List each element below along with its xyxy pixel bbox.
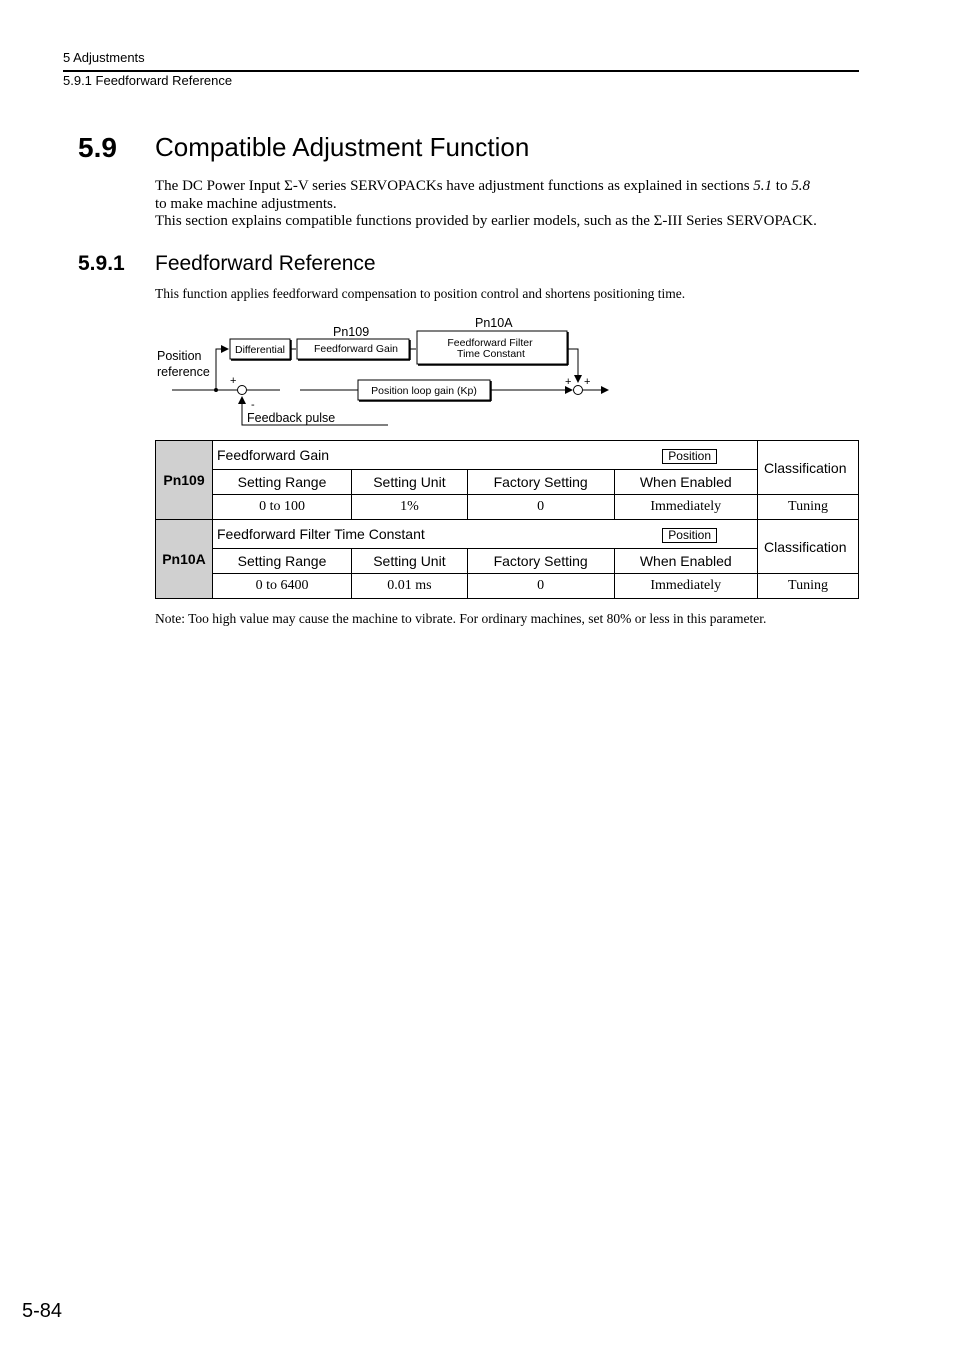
pn10a-factory: 0 xyxy=(467,574,614,599)
pn10a-enabled-header: When Enabled xyxy=(614,549,757,574)
pn10a-name: Feedforward Filter Time Constant xyxy=(213,520,615,549)
pn10a-label: Pn10A xyxy=(475,316,513,330)
feedforward-block-diagram xyxy=(150,312,620,430)
position-loop-gain-label: Position loop gain (Kp) xyxy=(371,385,477,397)
feedforward-gain-label: Feedforward Gain xyxy=(313,343,399,355)
pn109-position-badge: Position xyxy=(662,449,717,464)
sum2-plus-right: + xyxy=(584,376,591,388)
section-intro xyxy=(155,178,867,231)
pn109-name: Feedforward Gain xyxy=(213,441,615,470)
table-row xyxy=(156,495,859,520)
parameter-table xyxy=(155,440,859,599)
pn10a-unit: 0.01 ms xyxy=(352,574,468,599)
subsection-intro: This function applies feedforward compensation to position control and shortens positioning time. xyxy=(155,286,686,301)
intro-text: The DC Power Input Σ-V series SERVOPACKs have adjustment functions as explained in sections xyxy=(155,178,754,194)
pn10a-classification-header: Classification xyxy=(758,520,859,574)
section-ref-1[interactable]: 5.1 xyxy=(753,178,773,194)
pn10a-range-header: Setting Range xyxy=(213,549,352,574)
pn109-factory: 0 xyxy=(467,495,614,520)
section-ref-2[interactable]: 5.8 xyxy=(791,178,810,194)
page-number: 5-84 xyxy=(22,1300,63,1322)
pn10a-classification: Tuning xyxy=(758,574,859,599)
pn109-unit-header: Setting Unit xyxy=(352,470,468,495)
header-chapter: 5 Adjustments xyxy=(63,50,145,65)
subsection-title: Feedforward Reference xyxy=(155,252,376,275)
intro-line-2: to make machine adjustments. xyxy=(155,195,337,212)
table-row xyxy=(156,520,859,549)
pn10a-unit-header: Setting Unit xyxy=(352,549,468,574)
sum2-plus-left: + xyxy=(565,376,572,388)
pn109-label: Pn109 xyxy=(333,325,370,339)
pn10a-range: 0 to 6400 xyxy=(213,574,352,599)
pn109-cell: Pn109 xyxy=(156,441,213,520)
pn109-classification-header: Classification xyxy=(758,441,859,495)
pn109-enabled: Immediately xyxy=(614,495,757,520)
table-row xyxy=(156,574,859,599)
note: Note: Too high value may cause the machine to vibrate. For ordinary machines, set 80% or less in this parameter. xyxy=(155,611,767,626)
intro-line-1 xyxy=(155,178,867,196)
pn10a-cell: Pn10A xyxy=(156,520,213,599)
pn109-enabled-header: When Enabled xyxy=(614,470,757,495)
feedforward-filter-label-2: Time Constant xyxy=(457,348,525,360)
sum1-minus: - xyxy=(251,399,255,411)
section-number: 5.9 xyxy=(78,132,117,163)
summing-junction-1 xyxy=(238,386,247,395)
position-reference-label-2: reference xyxy=(157,365,210,379)
pn109-range-header: Setting Range xyxy=(213,470,352,495)
pn109-range: 0 to 100 xyxy=(213,495,352,520)
header-section: 5.9.1 Feedforward Reference xyxy=(63,73,233,88)
pn109-unit: 1% xyxy=(352,495,468,520)
pn109-factory-header: Factory Setting xyxy=(467,470,614,495)
intro-to: to xyxy=(772,178,792,194)
pn109-classification: Tuning xyxy=(758,495,859,520)
pn10a-badge-cell xyxy=(614,520,757,549)
differential-label: Differential xyxy=(235,344,285,356)
sum1-plus: + xyxy=(230,375,237,387)
pn10a-factory-header: Factory Setting xyxy=(467,549,614,574)
feedforward-filter-label-1: Feedforward Filter xyxy=(447,337,533,349)
pn10a-position-badge: Position xyxy=(662,528,717,543)
summing-junction-2 xyxy=(574,386,583,395)
header-rule xyxy=(63,70,859,72)
feedback-pulse-label: Feedback pulse xyxy=(247,411,336,425)
table-row xyxy=(156,441,859,470)
position-reference-label-1: Position xyxy=(157,349,202,363)
table-row xyxy=(156,470,859,495)
section-title: Compatible Adjustment Function xyxy=(155,132,530,162)
pn10a-enabled: Immediately xyxy=(614,574,757,599)
branch-line xyxy=(216,349,228,390)
subsection-number: 5.9.1 xyxy=(78,252,125,275)
intro-line-3: This section explains compatible functions provided by earlier models, such as the Σ-III Series SERVOPACK. xyxy=(155,213,817,229)
pn109-badge-cell xyxy=(614,441,757,470)
table-row xyxy=(156,549,859,574)
